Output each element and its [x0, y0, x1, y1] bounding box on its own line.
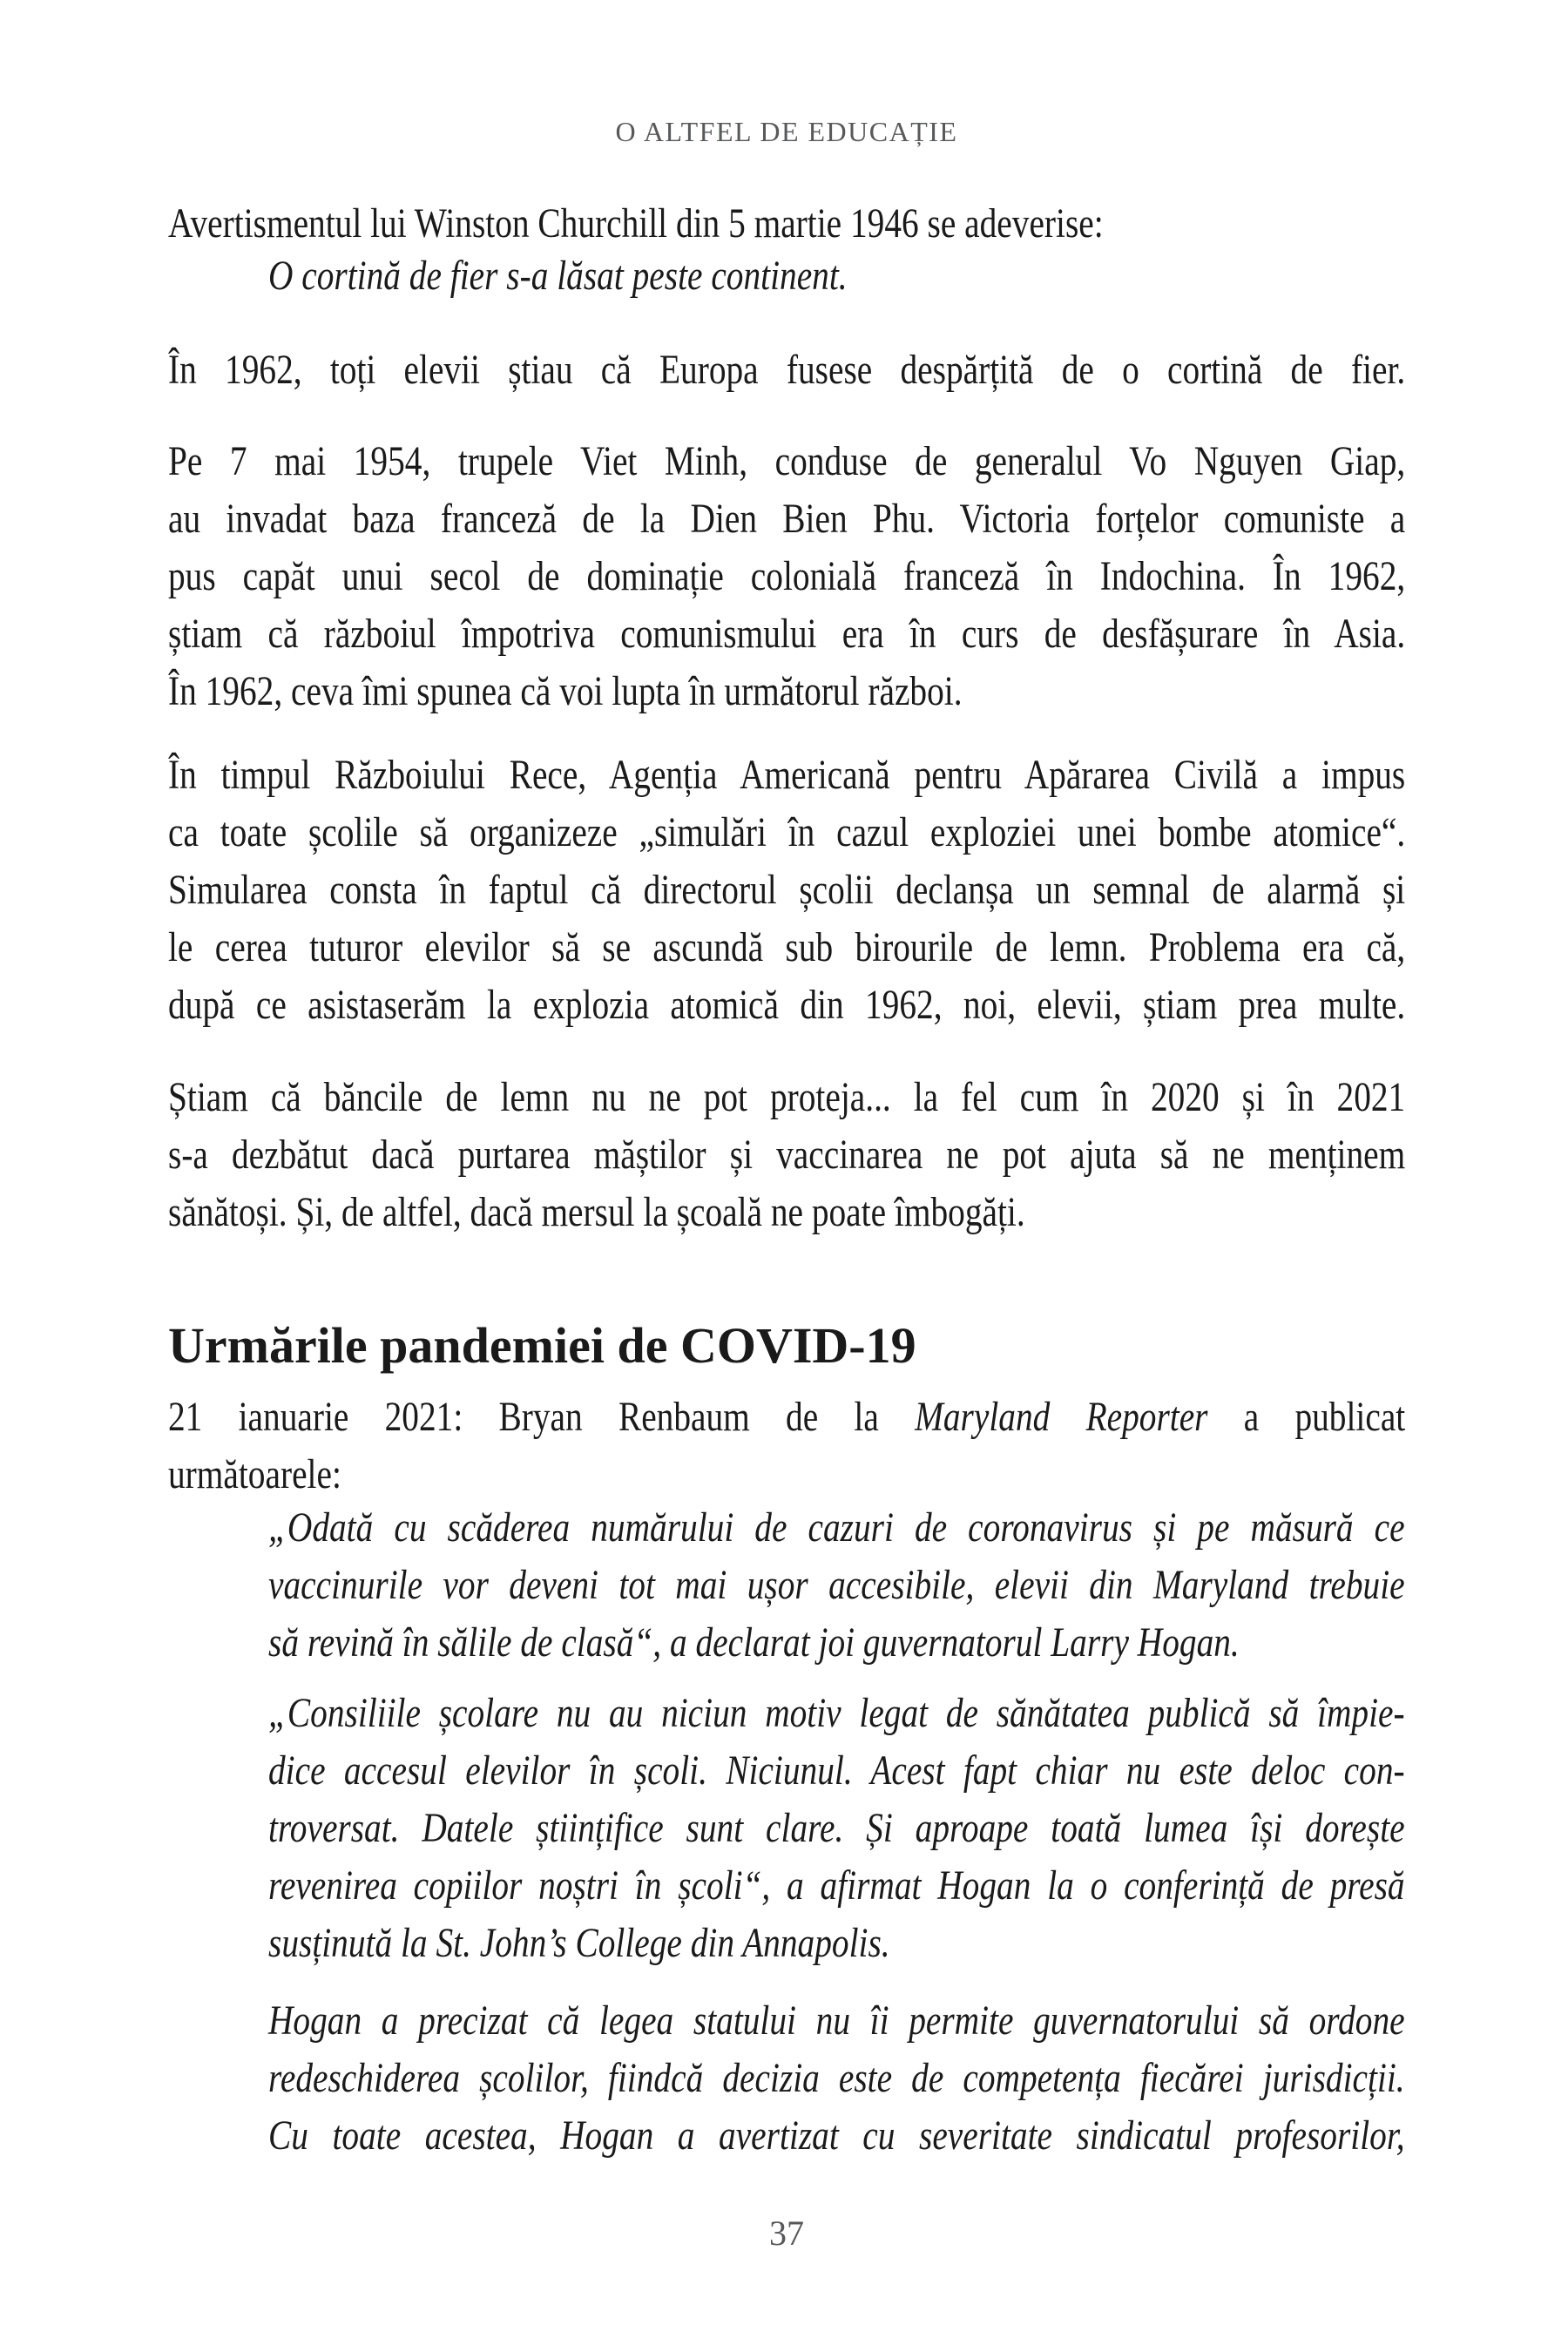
text-line	[268, 2107, 1405, 2165]
text-segment: ca toate școlile să organizeze „simulări în cazul exploziei unei bombe atomice“.	[168, 809, 1406, 855]
page-number: 37	[769, 2213, 804, 2253]
text-line	[168, 198, 1405, 250]
quote-school-boards	[268, 1685, 1405, 1972]
text-line	[168, 1446, 1405, 1504]
para-wooden-desks	[168, 1069, 1405, 1241]
text-segment: redeschiderea școlilor, fiindcă decizia este de competența fiecărei jurisdicții.	[268, 2055, 1405, 2101]
text-line	[168, 548, 1405, 605]
text-segment: troversat. Datele științifice sunt clare. Și aproape toată lumea își dorește	[268, 1805, 1405, 1851]
text-segment: următoarele:	[168, 1451, 341, 1497]
text-segment: Simularea consta în faptul că directorul școlii declanșa un semnal de alarmă și	[168, 867, 1406, 913]
text-segment: să revină în sălile de clasă“, a declarat joi guvernatorul Larry Hogan.	[268, 1619, 1240, 1666]
italic-text-segment: Maryland Reporter	[915, 1394, 1208, 1440]
text-segment: le cerea tuturor elevilor să se ascundă sub birourile de lemn. Problema era că,	[168, 924, 1406, 970]
text-segment: Hogan a precizat că legea statului nu îi permite guvernatorului să ordone	[268, 1997, 1405, 2044]
text-line	[268, 2050, 1405, 2107]
text-line	[168, 1317, 1405, 1375]
text-segment: Cu toate acestea, Hogan a avertizat cu severitate sindicatul profesorilor,	[268, 2112, 1405, 2159]
text-line	[168, 862, 1405, 919]
text-line	[268, 1614, 1405, 1672]
text-segment: În 1962, ceva îmi spunea că voi lupta în următorul război.	[168, 668, 963, 714]
para-churchill-warning	[168, 198, 1405, 302]
text-segment: În 1962, toți elevii știau că Europa fusese despărțită de o cortină de fier.	[168, 347, 1406, 393]
text-line	[168, 1389, 1405, 1446]
text-line	[268, 1742, 1405, 1800]
text-segment: O cortină de fier s-a lăsat peste continent.	[268, 253, 848, 299]
text-line	[168, 433, 1405, 490]
quote-hogan-state-law	[268, 1992, 1405, 2165]
text-segment: Știam că băncile de lemn nu ne pot proteja... la fel cum în 2020 și în 2021	[168, 1074, 1406, 1120]
section-heading	[168, 1317, 1405, 1375]
text-line	[268, 1992, 1405, 2050]
text-segment: revenirea copiilor noștri în școli“, a afirmat Hogan la o conferință de presă	[268, 1862, 1405, 1909]
text-segment: susținută la St. John’s College din Annapolis.	[268, 1920, 890, 1966]
text-segment: „Consiliile școlare nu au niciun motiv legat de sănătatea publică să împie-	[268, 1690, 1405, 1736]
text-segment: a publicat	[1207, 1394, 1406, 1440]
text-segment: pus capăt unui secol de dominație colonială franceză în Indochina. În 1962,	[168, 553, 1406, 599]
text-line	[168, 490, 1405, 548]
text-line	[168, 1069, 1405, 1126]
text-segment: știam că războiul împotriva comunismului era în curs de desfășurare în Asia.	[168, 611, 1406, 657]
text-segment: vaccinurile vor deveni tot mai ușor accesibile, elevii din Maryland trebuie	[268, 1562, 1405, 1608]
text-line	[168, 1126, 1405, 1184]
para-renbaum-intro	[168, 1389, 1405, 1504]
quote-hogan-classrooms	[268, 1499, 1405, 1672]
text-line	[168, 341, 1405, 399]
running-header: O ALTFEL DE EDUCAȚIE	[615, 116, 958, 147]
text-line	[268, 1685, 1405, 1742]
text-segment: s-a dezbătut dacă purtarea măștilor și vaccinarea ne pot ajuta să ne menținem	[168, 1132, 1406, 1178]
text-line	[268, 1557, 1405, 1614]
text-segment: sănătoși. Și, de altfel, dacă mersul la școală ne poate îmbogăți.	[168, 1189, 1025, 1235]
text-line	[268, 1857, 1405, 1915]
text-line	[268, 1800, 1405, 1857]
text-segment: În timpul Războiului Rece, Agenția Americană pentru Apărarea Civilă a impus	[168, 752, 1406, 798]
text-segment: dice accesul elevilor în școli. Niciunul. Acest fapt chiar nu este deloc con-	[268, 1747, 1405, 1794]
para-civil-defense-drills	[168, 747, 1405, 1034]
text-line	[168, 747, 1405, 804]
text-segment: au invadat baza franceză de la Dien Bien Phu. Victoria forțelor comuniste a	[168, 496, 1406, 542]
text-segment: Urmările pandemiei de COVID-19	[168, 1317, 916, 1374]
text-line	[168, 804, 1405, 862]
text-segment: după ce asistaserăm la explozia atomică din 1962, noi, elevii, știam prea multe.	[168, 982, 1406, 1028]
text-segment: Pe 7 mai 1954, trupele Viet Minh, conduse de generalul Vo Nguyen Giap,	[168, 438, 1406, 484]
text-segment: Avertismentul lui Winston Churchill din 5 martie 1946 se adeverise:	[168, 200, 1104, 247]
text-line	[168, 663, 1405, 720]
text-segment: 21 ianuarie 2021: Bryan Renbaum de la	[168, 1394, 916, 1440]
text-column	[168, 0, 1405, 2352]
text-line	[168, 1184, 1405, 1241]
text-line	[168, 919, 1405, 977]
text-line	[168, 605, 1405, 663]
text-line	[168, 977, 1405, 1034]
para-dien-bien-phu	[168, 433, 1405, 720]
text-line	[268, 250, 1405, 302]
text-segment: „Odată cu scăderea numărului de cazuri de coronavirus și pe măsură ce	[268, 1504, 1405, 1551]
text-line	[268, 1915, 1405, 1972]
text-line	[268, 1499, 1405, 1557]
para-iron-curtain-1962	[168, 341, 1405, 399]
